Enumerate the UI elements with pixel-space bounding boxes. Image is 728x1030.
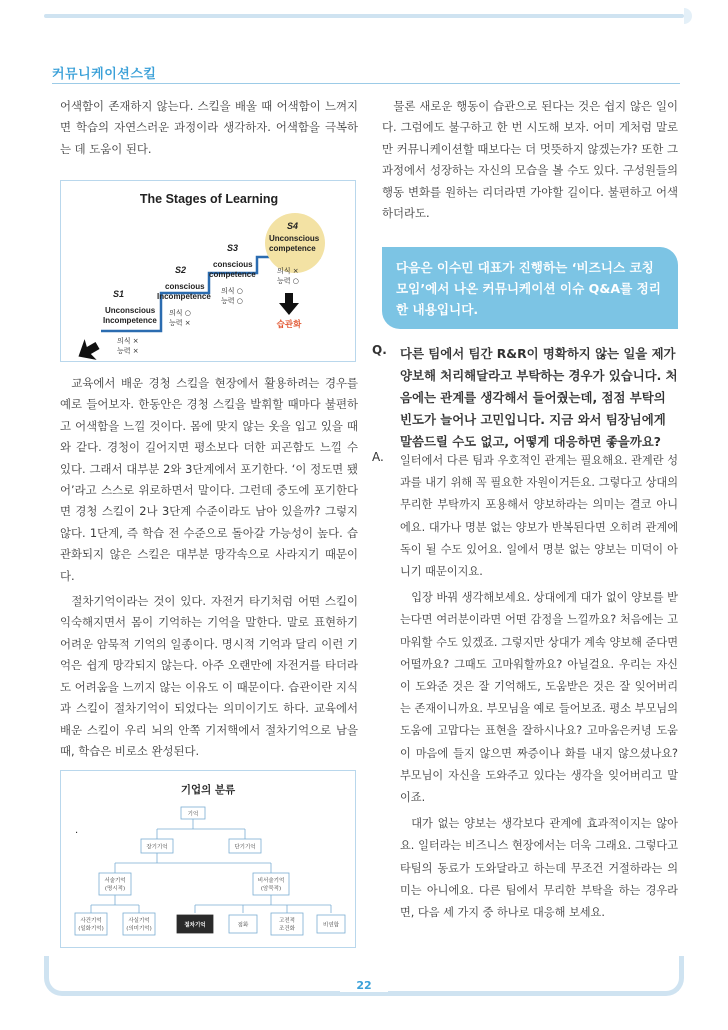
habit-label: 습관화 xyxy=(276,320,302,330)
stage-name-s2b: Incompetence xyxy=(157,292,211,301)
node-short-term-label: 단기기억 xyxy=(234,844,256,851)
stage-name-s1a: Unconscious xyxy=(105,306,156,315)
stage-s2-line1: 의식 ○ xyxy=(169,309,191,317)
left-column-intro xyxy=(60,96,358,160)
stages-of-learning-figure xyxy=(60,180,356,362)
stage-id-s4: S4 xyxy=(287,221,299,231)
stage-id-s3: S3 xyxy=(227,243,239,253)
stray-dot: . xyxy=(75,825,79,836)
right-column-intro xyxy=(382,96,678,224)
answer-block xyxy=(372,450,678,924)
page-number: 22 xyxy=(340,979,388,992)
memory-tree-diagram xyxy=(61,771,355,947)
paragraph-procedural-memory: 절차기억이라는 것이 있다. 자전거 타기처럼 어떤 스킬이 익숙해지면서 몸이 기억하는 기억을 말한다. 말로 표현하기 어려운 암묵적 기억의 일종이다. 명시적 기억과 달리 이런 기억은 쉽게 망각되지 않는다. 아주 오랜만에 자전거를 타더라도 어려움을 느끼지 않는 이유도 이 때문이다. 습관이란 지식과 스킬이 절차기억이 되었다는 의미이기도 하다. 교육에서 배운 스킬이 우리 뇌의 안쪽 기저핵에서 절차기억으로 남을 때, 학습은 비로소 완성된다. xyxy=(60,594,358,758)
question-text: 다른 팀에서 팀간 R&R이 명확하지 않는 일을 제가 양보해 처리해달라고 부탁하는 경우가 있습니다. 처음에는 관계를 생각해서 들어줬는데, 점점 부탁의 빈도가 늘어나 고민입니다. 지금 와서 팀장님에게 말씀드릴 수도 없고, 어떻게 대응하면 좋을까요? xyxy=(400,346,678,449)
stage-name-s1b: Incompetence xyxy=(103,316,157,325)
stage-s1-line1: 의식 × xyxy=(117,337,139,345)
stage-name-s4a: Unconscious xyxy=(269,234,320,243)
paragraph-new-habit: 물론 새로운 행동이 습관으로 된다는 것은 쉽지 않은 일이다. 그럼에도 불구하고 한 번 시도해 보자. 어미 게처럼 말로만 커뮤니케이션할 때보다는 더 멋뜻하지 않겠는가? 또한 그 과정에서 성장하는 자신의 모습을 볼 수도 있다. 구성원들의 행동 변화를 원하는 리더라면 가야할 길이다. 불편하고 어색하더라도. xyxy=(382,99,678,221)
figure-title: 기업의 분류 xyxy=(180,784,236,796)
node-classical-sub: 조건화 xyxy=(279,926,295,932)
section-title: 커뮤니케이션스킬 xyxy=(52,67,157,82)
stage-id-s1: S1 xyxy=(113,289,125,299)
tree-connectors xyxy=(91,819,331,913)
stage-name-s3a: conscious xyxy=(213,260,253,269)
node-nondeclarative-label: 비서술기억 xyxy=(257,878,285,884)
down-arrow-icon xyxy=(279,293,299,315)
node-semantic-sub: (의미기억) xyxy=(126,926,152,932)
node-long-term-label: 장기기억 xyxy=(146,844,168,851)
header-decoration xyxy=(44,14,684,18)
answer-paragraph-3: 대가 없는 양보는 생각보다 관계에 효과적이지는 않아요. 일터라는 비즈니스 현장에서는 더욱 그래요. 그렇다고 타팀의 동료가 도와달라고 하는데 무조건 거절하라는 의미는 아니에요. 다른 팀에서 무리한 부탁을 하는 경우라면, 다음 세 가지 중 하나로 대응해 보세요. xyxy=(400,817,678,920)
answer-paragraph-2: 입장 바꿔 생각해보세요. 상대에게 대가 없이 양보를 받는다면 여러분이라면 어떤 감정을 느낄까요? 처음에는 고마워할 수도 있겠죠. 그렇지만 상대가 계속 양보해 준다면 어떨까요? 그때도 고마워할까요? 아닐걸요. 우리는 자신이 도와준 것은 잘 기억해도, 도움받은 것은 잘 잊어버리는 존재이니까요. 부모님을 예로 들어보죠. 평소 부모님의 도움에 고맙다는 표현을 잘하시나요? 고마움은커녕 도움이 마음에 들지 않으면 짜증이나 화를 내지 않으셨나요? 부모님이 자신을 도와주고 있다는 생각을 잊어버리고 말이죠. xyxy=(400,591,678,805)
qa-callout-box xyxy=(382,247,678,329)
paragraph-listening: 교육에서 배운 경청 스킬을 현장에서 활용하려는 경우를 예로 들어보자. 한동안은 경청 스킬을 발휘할 때마다 불편하고 어색함을 느낄 것이다. 몸에 맞지 않는 옷을 입고 있을 때와 같다. 경청이 길어지면 평소보다 더한 피곤함도 느낄 수 있다. 그래서 대부분 2와 3단계에서 포기한다. ‘이 정도면 됐어’라고 스스로 위로하면서 말이다. 그런데 중도에 포기한다면 경청 스킬이 2나 3단계 수준이라도 남아 있을까? 그렇지 않다. 1단계, 즉 학습 전 수준으로 돌아갈 가능성이 높다. 습관화되지 않은 스킬은 대부분 망각속으로 사라지기 때문이다. xyxy=(60,376,358,583)
stage-name-s3b: competence xyxy=(209,270,256,279)
intro-paragraph: 어색함이 존재하지 않는다. 스킬을 배울 때 어색함이 느껴지면 학습의 자연스러운 과정이라 생각하자. 어색함을 극복하는 데 도움이 된다. xyxy=(60,99,358,156)
stage-s4-line2: 능력 ○ xyxy=(277,277,299,285)
header-divider xyxy=(52,83,680,84)
node-nondeclarative-sub: (암묵적) xyxy=(260,886,282,892)
node-episodic-label: 사건기억 xyxy=(80,918,102,924)
stage-s2-line2: 능력 × xyxy=(169,319,191,327)
node-declarative-sub: (명시적) xyxy=(104,886,126,892)
node-root-label: 기억 xyxy=(187,811,199,818)
memory-classification-figure xyxy=(60,770,356,948)
node-semantic-label: 사실기억 xyxy=(128,918,150,924)
node-procedural-label: 절차기억 xyxy=(184,922,206,929)
left-column-body xyxy=(60,373,358,762)
node-nonassociative-label: 비연합 xyxy=(323,922,339,929)
stage-name-s4b: competence xyxy=(269,244,316,253)
stages-diagram xyxy=(61,181,355,361)
node-classical-label: 고전적 xyxy=(279,918,295,924)
stage-name-s2a: conscious xyxy=(165,282,205,291)
node-priming-label: 점화 xyxy=(237,922,249,929)
stage-s3-line1: 의식 ○ xyxy=(221,287,243,295)
figure-title: The Stages of Learning xyxy=(139,192,279,206)
answer-paragraph-1: 일터에서 다른 팀과 우호적인 관계는 필요해요. 관계란 성과를 내기 위해 꼭 필요한 자원이거든요. 그렇다고 상대의 무리한 부탁까지 포용해서 양보하라는 의미는 결코 아니에요. 대가나 명분 없는 양보가 반복된다면 오히려 관계에 독이 될 수도 있어요. 일에서 명분 없는 양보는 미덕이 아니기 때문이지요. xyxy=(400,454,678,579)
stage-s1-line2: 능력 × xyxy=(117,347,139,355)
question-label: Q. xyxy=(372,343,387,357)
stage-s4-line1: 의식 × xyxy=(277,267,299,275)
node-declarative-label: 서술기억 xyxy=(104,878,126,884)
node-episodic-sub: (일화기억) xyxy=(78,926,104,932)
stage-s3-line2: 능력 ○ xyxy=(221,297,243,305)
stage-id-s2: S2 xyxy=(175,265,187,275)
callout-text: 다음은 이수민 대표가 진행하는 ‘비즈니스 코칭 모임’에서 나온 커뮤니케이션 이슈 Q&A를 정리한 내용입니다. xyxy=(396,260,661,317)
answer-text xyxy=(382,450,678,924)
start-arrow-icon xyxy=(72,335,103,361)
question-block xyxy=(372,343,678,453)
answer-label: A. xyxy=(372,450,384,464)
